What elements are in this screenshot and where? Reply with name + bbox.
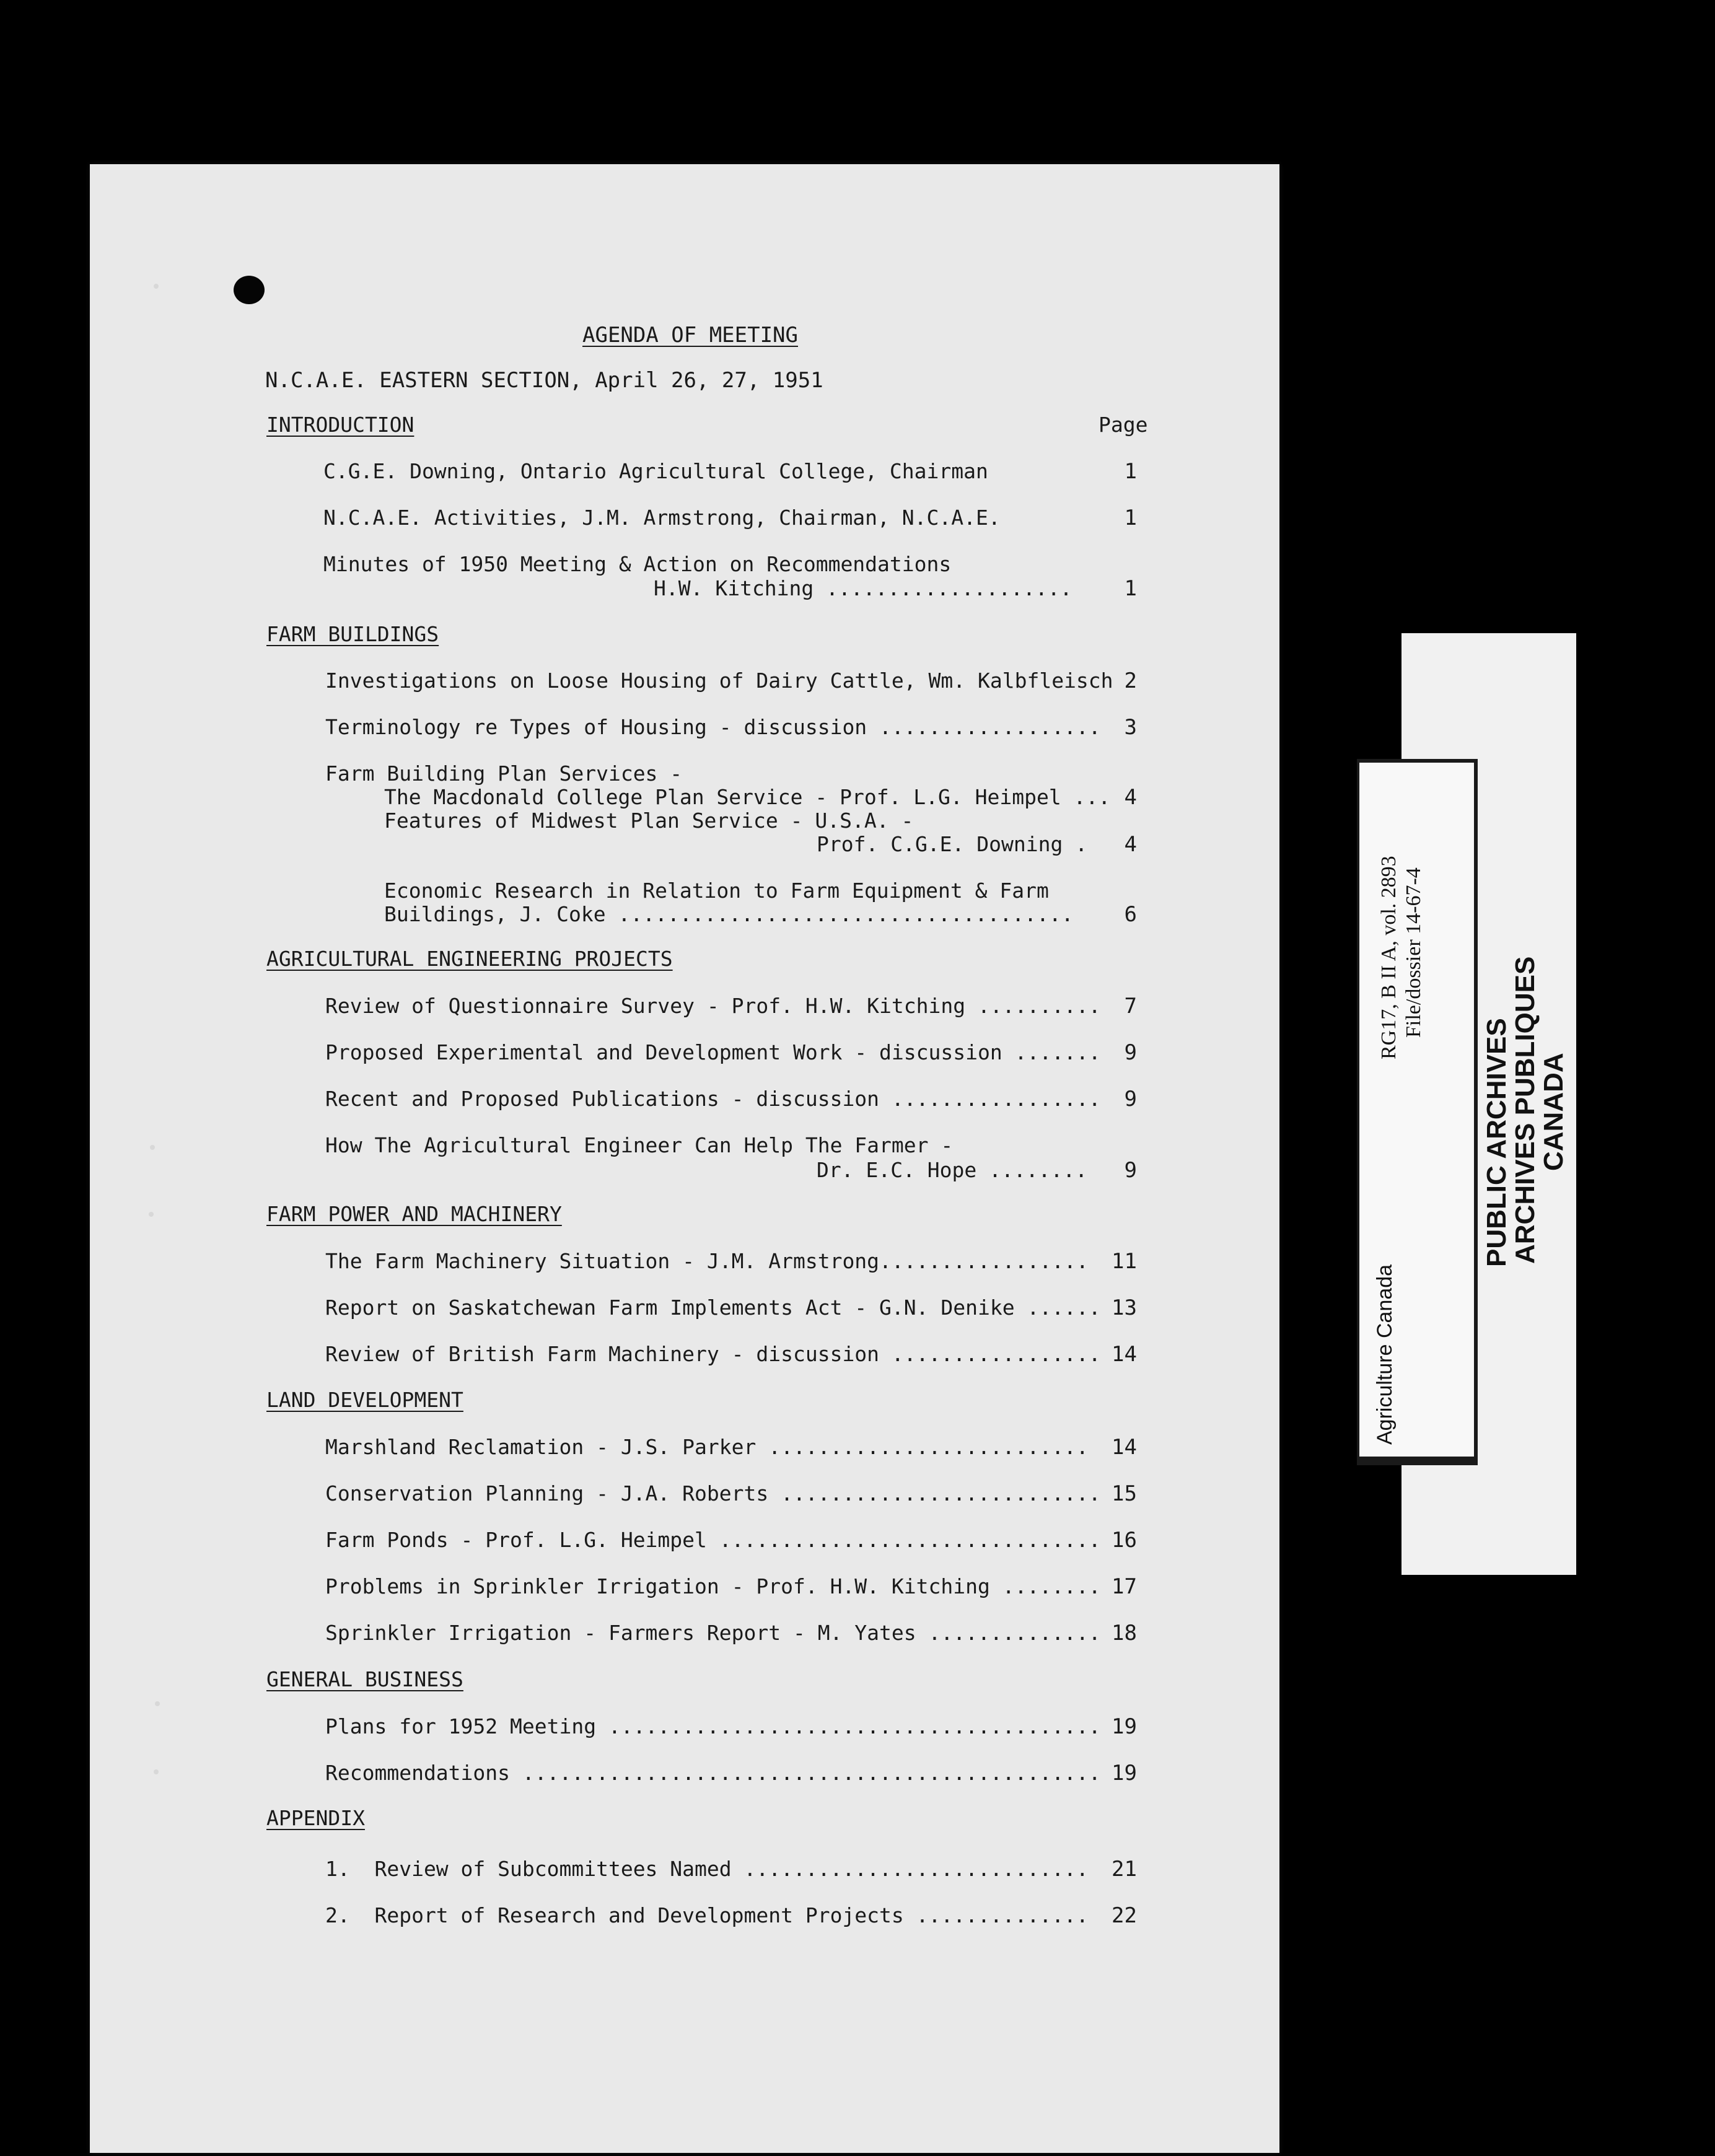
agenda-item: Terminology re Types of Housing - discussion ..................: [325, 715, 1101, 739]
agenda-item: Marshland Reclamation - J.S. Parker ..........................: [325, 1435, 1089, 1459]
page-number: 15: [1112, 1481, 1137, 1506]
section-heading: APPENDIX: [266, 1806, 365, 1830]
page-number: 19: [1112, 1714, 1137, 1739]
agenda-item: Sprinkler Irrigation - Farmers Report - M. Yates ..............: [325, 1621, 1101, 1645]
document-title: AGENDA OF MEETING: [582, 323, 798, 348]
page-number: 1: [1124, 576, 1137, 601]
punch-hole: [234, 276, 265, 304]
page-number: 22: [1112, 1903, 1137, 1928]
speck: [154, 284, 159, 289]
page-number: 1: [1124, 459, 1137, 484]
page-number: 11: [1112, 1249, 1137, 1274]
archive-stamp-line: CANADA: [1538, 1053, 1569, 1171]
page-number: 2: [1124, 668, 1137, 693]
page-number: 9: [1124, 1158, 1137, 1183]
page-number: 17: [1112, 1574, 1137, 1599]
section-heading: FARM POWER AND MACHINERY: [266, 1202, 562, 1226]
page-number: 13: [1112, 1295, 1137, 1320]
page-number: 9: [1124, 1087, 1137, 1111]
agenda-item: Farm Building Plan Services -: [325, 761, 683, 786]
section-heading: AGRICULTURAL ENGINEERING PROJECTS: [266, 947, 673, 971]
agenda-item: How The Agricultural Engineer Can Help The Farmer -: [325, 1133, 954, 1157]
page-number: 14: [1112, 1435, 1137, 1460]
page-number: 1: [1124, 506, 1137, 530]
agenda-item: Recommendations ...............................................: [325, 1761, 1101, 1785]
page-number: 14: [1112, 1342, 1137, 1367]
page-number: 3: [1124, 715, 1137, 740]
archive-file-number: File/dossier 14-67-4: [1402, 867, 1425, 1038]
agenda-item: Farm Ponds - Prof. L.G. Heimpel ...............................: [325, 1528, 1101, 1552]
page-number: 18: [1112, 1621, 1137, 1645]
page-number: 21: [1112, 1857, 1137, 1882]
section-heading: FARM BUILDINGS: [266, 622, 439, 646]
agenda-item: C.G.E. Downing, Ontario Agricultural College, Chairman: [323, 459, 988, 483]
document-subtitle: N.C.A.E. EASTERN SECTION, April 26, 27, 1951: [265, 368, 823, 393]
agenda-item: Investigations on Loose Housing of Dairy Cattle, Wm. Kalbfleisch: [325, 668, 1113, 693]
speck: [149, 1212, 154, 1217]
section-heading: GENERAL BUSINESS: [266, 1667, 463, 1691]
agenda-item: 1. Review of Subcommittees Named ............................: [325, 1857, 1089, 1881]
page-number: 6: [1124, 902, 1137, 927]
speck: [154, 1769, 159, 1774]
archive-department: Agriculture Canada: [1373, 1264, 1397, 1445]
agenda-item: The Macdonald College Plan Service - Prof. L.G. Heimpel ...: [384, 785, 1111, 809]
speck: [155, 1701, 160, 1706]
agenda-item: Prof. C.G.E. Downing .: [817, 832, 1088, 856]
agenda-item: N.C.A.E. Activities, J.M. Armstrong, Chairman, N.C.A.E.: [323, 506, 1001, 530]
page-number: 16: [1112, 1528, 1137, 1553]
agenda-item: Report on Saskatchewan Farm Implements Act - G.N. Denike ......: [325, 1295, 1101, 1320]
agenda-item: Economic Research in Relation to Farm Equipment & Farm: [384, 879, 1049, 903]
agenda-item: Conservation Planning - J.A. Roberts ..........................: [325, 1481, 1101, 1505]
page-number: 4: [1124, 785, 1137, 810]
page-number: 4: [1124, 832, 1137, 857]
page-number: 7: [1124, 994, 1137, 1019]
section-heading: LAND DEVELOPMENT: [266, 1388, 463, 1412]
agenda-item: Features of Midwest Plan Service - U.S.A. -: [384, 809, 914, 833]
archive-reference: RG17, B II A, vol. 2893: [1377, 856, 1400, 1059]
section-heading: INTRODUCTION: [266, 413, 414, 437]
agenda-item: Review of Questionnaire Survey - Prof. H.W. Kitching ..........: [325, 994, 1101, 1018]
page-number: 9: [1124, 1040, 1137, 1065]
agenda-item: Recent and Proposed Publications - discussion .................: [325, 1087, 1101, 1111]
page-number: 19: [1112, 1761, 1137, 1786]
agenda-item: The Farm Machinery Situation - J.M. Armstrong.................: [325, 1249, 1089, 1273]
agenda-item: Review of British Farm Machinery - discussion .................: [325, 1342, 1101, 1366]
page-column-header: Page: [1099, 413, 1148, 437]
agenda-item: H.W. Kitching ....................: [654, 576, 1072, 600]
agenda-item: Plans for 1952 Meeting ........................................: [325, 1714, 1101, 1738]
agenda-item: 2. Report of Research and Development Projects ..............: [325, 1903, 1089, 1927]
speck: [150, 1145, 155, 1150]
agenda-item: Minutes of 1950 Meeting & Action on Recommendations: [323, 552, 952, 576]
agenda-item: Problems in Sprinkler Irrigation - Prof. H.W. Kitching ........: [325, 1574, 1101, 1598]
archive-stamp-line: ARCHIVES PUBLIQUES: [1510, 956, 1540, 1264]
agenda-item: Dr. E.C. Hope ........: [817, 1158, 1088, 1182]
archive-stamp-line: PUBLIC ARCHIVES: [1481, 1018, 1512, 1267]
agenda-item: Proposed Experimental and Development Work - discussion .......: [325, 1040, 1101, 1064]
agenda-item: Buildings, J. Coke .....................................: [384, 902, 1074, 926]
